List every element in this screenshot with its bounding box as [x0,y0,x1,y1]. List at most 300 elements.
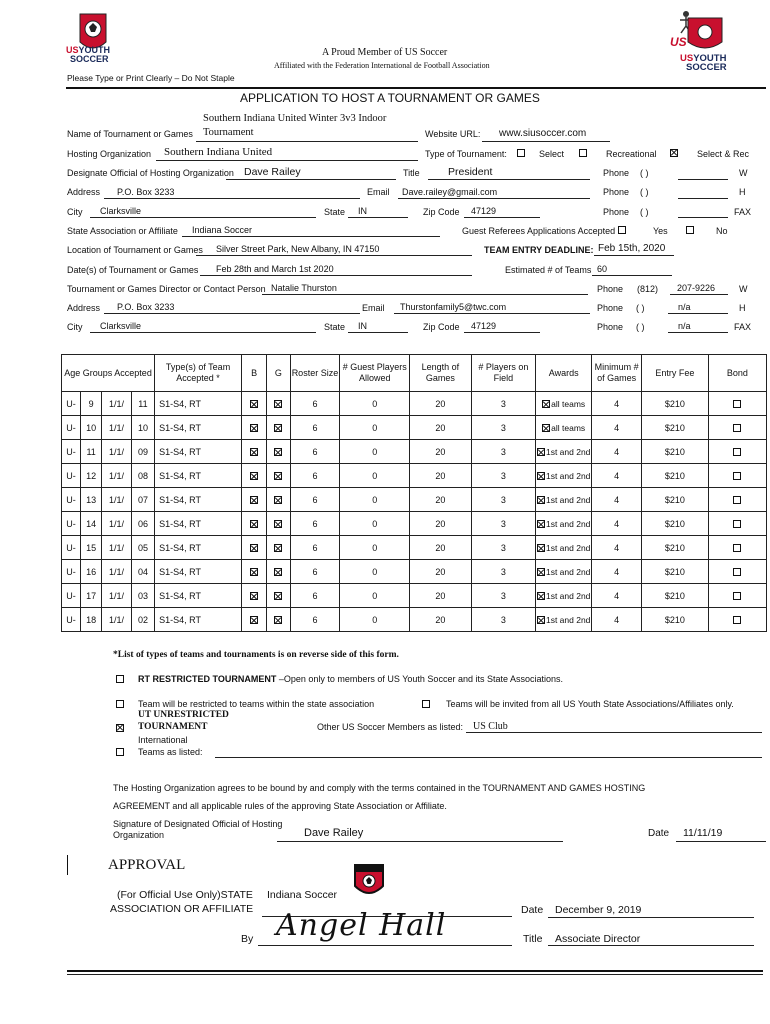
dob: 1/1/ [102,488,132,512]
indiana-soccer-logo [352,862,386,902]
girls-checkbox[interactable] [274,544,282,552]
boys-checkbox[interactable] [250,496,258,504]
designate-value[interactable]: Dave Railey [244,166,301,178]
age: 15 [81,536,102,560]
header-min-games: Minimum # of Games [592,355,642,392]
director-phone-area: (812) [637,284,659,294]
phone-paren-2: ( ) [640,187,649,197]
guest-ref-no-label: No [716,226,728,236]
entry-fee: $210 [641,440,708,464]
dob: 1/1/ [102,536,132,560]
dob: 1/1/ [102,392,132,416]
director-fax-value[interactable]: n/a [678,321,691,331]
boys-checkbox [241,560,266,584]
bond-checkbox[interactable] [733,592,741,600]
bond-checkbox[interactable] [733,496,741,504]
approval-date-value[interactable]: December 9, 2019 [555,904,642,916]
approval-by-label: By [241,933,254,945]
guest-players: 0 [340,584,410,608]
bond-checkbox[interactable] [733,448,741,456]
deadline-value[interactable]: Feb 15th, 2020 [598,243,666,254]
bond-checkbox [708,536,766,560]
phone-label-3: Phone [603,207,630,217]
roster-size: 6 [290,488,340,512]
director-value[interactable]: Natalie Thurston [271,283,337,293]
players-on-field: 3 [471,536,536,560]
awards-checkbox[interactable] [537,544,545,552]
email-value[interactable]: Dave.railey@gmail.com [402,187,498,197]
bond-checkbox [708,416,766,440]
guest-players: 0 [340,488,410,512]
min-games: 4 [592,416,642,440]
age: 10 [81,416,102,440]
min-games: 4 [592,608,642,632]
table-row [62,392,767,416]
boys-checkbox [241,536,266,560]
state-label: State [324,207,346,217]
approval-state-value[interactable]: Indiana Soccer [267,889,338,901]
girls-checkbox[interactable] [274,616,282,624]
team-type: S1-S4, RT [155,488,242,512]
city-label: City [67,207,83,217]
header-awards: Awards [536,355,592,392]
u-prefix: U- [62,584,81,608]
restricted-state-checkbox[interactable] [116,700,124,708]
girls-checkbox [267,560,290,584]
awards-checkbox[interactable] [537,616,545,624]
girls-checkbox [267,512,290,536]
phone-w-1: W [739,168,748,178]
u-prefix: U- [62,488,81,512]
players-on-field: 3 [471,464,536,488]
age: 17 [81,584,102,608]
boys-checkbox [241,512,266,536]
tournament-name-line2[interactable]: Tournament [203,127,254,138]
birth-year: 11 [131,392,154,416]
awards-text: 1st and 2nd [545,590,591,601]
entry-fee: $210 [641,608,708,632]
approval-date-label: Date [521,904,544,916]
zip-value[interactable]: 47129 [471,206,497,216]
u-prefix: U- [62,560,81,584]
age: 9 [81,392,102,416]
age: 18 [81,608,102,632]
table-row [62,608,767,632]
print-note: Please Type or Print Clearly – Do Not Staple [67,73,235,83]
website-label: Website URL: [425,129,481,139]
min-games: 4 [592,440,642,464]
guest-players: 0 [340,440,410,464]
entry-fee: $210 [641,488,708,512]
girls-checkbox [267,392,290,416]
boys-checkbox [241,608,266,632]
awards [536,536,592,560]
official-use-line2: ASSOCIATION OR AFFILIATE [110,903,254,915]
address-value[interactable]: P.O. Box 3233 [117,187,175,197]
international-label: International [138,735,188,745]
awards-checkbox[interactable] [537,568,545,576]
type-recreational-checkbox[interactable] [579,149,587,157]
state-value[interactable]: IN [358,206,367,216]
boys-checkbox [241,584,266,608]
phone-label-2: Phone [603,187,630,197]
agreement-line1: The Hosting Organization agrees to be bound by and comply with the terms contained in the TOURNAMENT AND GAMES HOSTING [113,783,646,793]
guest-ref-label: Guest Referees Applications Accepted [462,226,616,236]
birth-year: 03 [131,584,154,608]
restricted-state-label: Team will be restricted to teams within the state association [138,699,375,709]
invited-all-checkbox[interactable] [422,700,430,708]
rt-restricted-checkbox[interactable] [116,675,124,683]
boys-checkbox[interactable] [250,544,258,552]
boys-checkbox[interactable] [250,616,258,624]
fax-label-2: FAX [734,322,752,332]
team-type: S1-S4, RT [155,584,242,608]
age: 14 [81,512,102,536]
entry-fee: $210 [641,464,708,488]
approval-signature[interactable]: Angel Hall [276,908,447,943]
type-recreational-label: Recreational [606,149,657,159]
signature-label-1: Signature of Designated Official of Hosting [113,819,283,829]
teams-as-listed-checkbox[interactable] [116,748,124,756]
est-teams-value[interactable]: 60 [597,264,608,274]
awards-checkbox[interactable] [537,448,545,456]
table-row [62,560,767,584]
boys-checkbox [241,416,266,440]
girls-checkbox [267,440,290,464]
phone-label-1: Phone [603,168,630,178]
boys-checkbox[interactable] [250,424,258,432]
bond-checkbox [708,440,766,464]
us-youth-soccer-logo-left [66,12,126,68]
team-type: S1-S4, RT [155,392,242,416]
city-value[interactable]: Clarksville [100,206,142,216]
title-value[interactable]: President [448,166,493,178]
logo-us-text: US [66,45,79,55]
girls-checkbox[interactable] [274,592,282,600]
header-boys: B [241,355,266,392]
website-value[interactable]: www.siusoccer.com [499,128,587,139]
players-on-field: 3 [471,440,536,464]
header-bond: Bond [708,355,766,392]
players-on-field: 3 [471,560,536,584]
team-type: S1-S4, RT [155,512,242,536]
team-type: S1-S4, RT [155,608,242,632]
awards [536,584,592,608]
bond-checkbox[interactable] [733,520,741,528]
header-players-field: # Players on Field [471,355,536,392]
phone-label-5: Phone [597,303,624,313]
bond-checkbox[interactable] [733,616,741,624]
u-prefix: U- [62,464,81,488]
boys-checkbox [241,488,266,512]
ut-unrestricted-checkbox[interactable] [116,724,124,732]
dob: 1/1/ [102,584,132,608]
u-prefix: U- [62,536,81,560]
email-label: Email [367,187,390,197]
phone-paren-1: ( ) [640,168,649,178]
invited-all-label: Teams will be invited from all US Youth State Associations/Affiliates only. [446,699,734,709]
entry-fee: $210 [641,416,708,440]
state-assoc-value[interactable]: Indiana Soccer [192,225,253,235]
address-label: Address [67,187,101,197]
u-prefix: U- [62,608,81,632]
table-row [62,488,767,512]
type-select-rec-label: Select & Rec [697,149,750,159]
dates-value[interactable]: Feb 28th and March 1st 2020 [216,264,334,274]
players-on-field: 3 [471,488,536,512]
deadline-label: TEAM ENTRY DEADLINE: [484,245,594,255]
game-length: 20 [410,464,471,488]
awards-text: 1st and 2nd [545,470,591,481]
guest-players: 0 [340,536,410,560]
location-label: Location of Tournament or Games [67,245,203,255]
awards-checkbox[interactable] [537,496,545,504]
signature-label-2: Organization [113,830,165,840]
title-label: Title [403,168,420,178]
est-teams-label: Estimated # of Teams [505,265,592,275]
guest-ref-yes-checkbox[interactable] [618,226,626,234]
hosting-org-value[interactable]: Southern Indiana United [164,146,273,158]
approval-title: APPROVAL [108,857,186,873]
dob: 1/1/ [102,440,132,464]
roster-size: 6 [290,464,340,488]
rt-restricted-label: RT RESTRICTED TOURNAMENT [138,674,277,684]
hosting-org-label: Hosting Organization [67,149,152,159]
other-members-value[interactable]: US Club [473,721,508,732]
game-length: 20 [410,488,471,512]
table-row [62,536,767,560]
table-row [62,440,767,464]
phone-h-1: H [739,187,746,197]
director-state-label: State [324,322,346,332]
guest-players: 0 [340,608,410,632]
awards [536,464,592,488]
awards-text: all teams [551,422,586,433]
entry-fee: $210 [641,584,708,608]
awards-checkbox[interactable] [542,400,550,408]
director-address-label: Address [67,303,101,313]
guest-ref-no-checkbox[interactable] [686,226,694,234]
director-phone-h[interactable]: n/a [678,302,691,312]
awards-text: 1st and 2nd [545,494,591,505]
type-select-label: Select [539,149,565,159]
bond-checkbox [708,608,766,632]
roster-size: 6 [290,416,340,440]
header-guest-players: # Guest Players Allowed [340,355,410,392]
svg-text:US: US [670,35,687,49]
approval-title-label: Title [523,933,543,945]
type-select-checkbox[interactable] [517,149,525,157]
bond-checkbox [708,392,766,416]
min-games: 4 [592,464,642,488]
roster-size: 6 [290,608,340,632]
u-prefix: U- [62,392,81,416]
dob: 1/1/ [102,560,132,584]
roster-size: 6 [290,536,340,560]
girls-checkbox [267,464,290,488]
director-label: Tournament or Games Director or Contact Person [67,284,266,294]
us-youth-soccer-logo-right [666,6,736,76]
logo-soccer-text: SOCCER [70,54,109,64]
min-games: 4 [592,512,642,536]
boys-checkbox[interactable] [250,472,258,480]
table-row [62,584,767,608]
roster-size: 6 [290,512,340,536]
logo-right-youth: YOUTH [693,53,727,64]
bond-checkbox[interactable] [733,544,741,552]
min-games: 4 [592,392,642,416]
awards-text: 1st and 2nd [545,518,591,529]
birth-year: 02 [131,608,154,632]
birth-year: 09 [131,440,154,464]
phone-w-2: W [739,284,748,294]
awards [536,608,592,632]
min-games: 4 [592,560,642,584]
list-note: *List of types of teams and tournaments is on reverse side of this form. [113,650,399,660]
girls-checkbox [267,584,290,608]
players-on-field: 3 [471,512,536,536]
tournament-type-label: Type of Tournament: [425,149,507,159]
director-address-value[interactable]: P.O. Box 3233 [117,302,175,312]
min-games: 4 [592,488,642,512]
game-length: 20 [410,440,471,464]
bond-checkbox [708,560,766,584]
rt-restricted-desc: –Open only to members of US Youth Soccer and its State Associations. [276,674,564,684]
awards-text: 1st and 2nd [545,566,591,577]
header-age-groups: Age Groups Accepted [62,355,155,392]
bond-checkbox [708,464,766,488]
girls-checkbox[interactable] [274,496,282,504]
team-type: S1-S4, RT [155,416,242,440]
awards-checkbox[interactable] [542,424,550,432]
phone-label-6: Phone [597,322,624,332]
bond-checkbox[interactable] [733,424,741,432]
bond-checkbox[interactable] [733,568,741,576]
signature-date-value[interactable]: 11/11/19 [683,827,723,839]
logo-youth-text: YOUTH [78,45,111,55]
game-length: 20 [410,584,471,608]
teams-as-listed-label: Teams as listed: [138,747,203,757]
director-email-value[interactable]: Thurstonfamily5@twc.com [400,302,507,312]
official-use-line1: (For Official Use Only)STATE [117,889,253,901]
girls-checkbox [267,608,290,632]
awards-checkbox[interactable] [537,592,545,600]
logo-right-us: US [680,53,694,64]
director-zip-value[interactable]: 47129 [471,321,497,331]
girls-checkbox[interactable] [274,568,282,576]
boys-checkbox[interactable] [250,448,258,456]
boys-checkbox [241,464,266,488]
girls-checkbox[interactable] [274,424,282,432]
girls-checkbox[interactable] [274,400,282,408]
birth-year: 07 [131,488,154,512]
game-length: 20 [410,512,471,536]
girls-checkbox[interactable] [274,448,282,456]
state-assoc-label: State Association or Affiliate [67,226,178,236]
bond-checkbox[interactable] [733,472,741,480]
phone-paren-5: ( ) [636,303,645,313]
header-entry-fee: Entry Fee [641,355,708,392]
boys-checkbox[interactable] [250,400,258,408]
roster-size: 6 [290,584,340,608]
other-members-label: Other US Soccer Members as listed: [317,722,464,732]
boys-checkbox[interactable] [250,592,258,600]
boys-checkbox [241,392,266,416]
u-prefix: U- [62,416,81,440]
tournament-name-label: Name of Tournament or Games [67,129,193,139]
girls-checkbox [267,488,290,512]
bond-checkbox [708,512,766,536]
phone-paren-3: ( ) [640,207,649,217]
birth-year: 08 [131,464,154,488]
birth-year: 06 [131,512,154,536]
bond-checkbox [708,488,766,512]
guest-players: 0 [340,560,410,584]
dates-label: Date(s) of Tournament or Games [67,265,199,275]
approval-title-value[interactable]: Associate Director [555,933,641,945]
logo-right-soccer: SOCCER [686,62,727,73]
awards [536,560,592,584]
team-type: S1-S4, RT [155,560,242,584]
min-games: 4 [592,584,642,608]
players-on-field: 3 [471,608,536,632]
game-length: 20 [410,536,471,560]
location-value[interactable]: Silver Street Park, New Albany, IN 47150 [216,244,380,254]
director-phone-w[interactable]: 207-9226 [677,283,716,293]
awards-text: 1st and 2nd [545,542,591,553]
type-select-rec-checkbox[interactable] [670,149,678,157]
u-prefix: U- [62,512,81,536]
awards-checkbox[interactable] [537,520,545,528]
table-row [62,416,767,440]
guest-players: 0 [340,464,410,488]
dob: 1/1/ [102,512,132,536]
age: 13 [81,488,102,512]
phone-label-4: Phone [597,284,624,294]
director-state-value[interactable]: IN [358,321,367,331]
signature-value[interactable]: Dave Railey [304,827,364,839]
director-city-value[interactable]: Clarksville [100,321,142,331]
zip-label: Zip Code [423,207,460,217]
birth-year: 04 [131,560,154,584]
boys-checkbox[interactable] [250,568,258,576]
guest-players: 0 [340,512,410,536]
entry-fee: $210 [641,512,708,536]
girls-checkbox[interactable] [274,520,282,528]
dob: 1/1/ [102,416,132,440]
team-type: S1-S4, RT [155,464,242,488]
roster-size: 6 [290,440,340,464]
member-text: A Proud Member of US Soccer [322,47,448,58]
game-length: 20 [410,416,471,440]
game-length: 20 [410,392,471,416]
director-zip-label: Zip Code [423,322,460,332]
awards-text: 1st and 2nd [545,446,591,457]
guest-players: 0 [340,416,410,440]
header-team-types: Type(s) of Team Accepted * [155,355,242,392]
director-city-label: City [67,322,83,332]
boys-checkbox[interactable] [250,520,258,528]
header-girls: G [267,355,290,392]
table-row [62,464,767,488]
awards-text: all teams [551,398,586,409]
awards [536,512,592,536]
players-on-field: 3 [471,416,536,440]
agreement-line2: AGREEMENT and all applicable rules of the approving State Association or Affiliate. [113,801,447,811]
girls-checkbox[interactable] [274,472,282,480]
awards-checkbox[interactable] [537,472,545,480]
bond-checkbox[interactable] [733,400,741,408]
